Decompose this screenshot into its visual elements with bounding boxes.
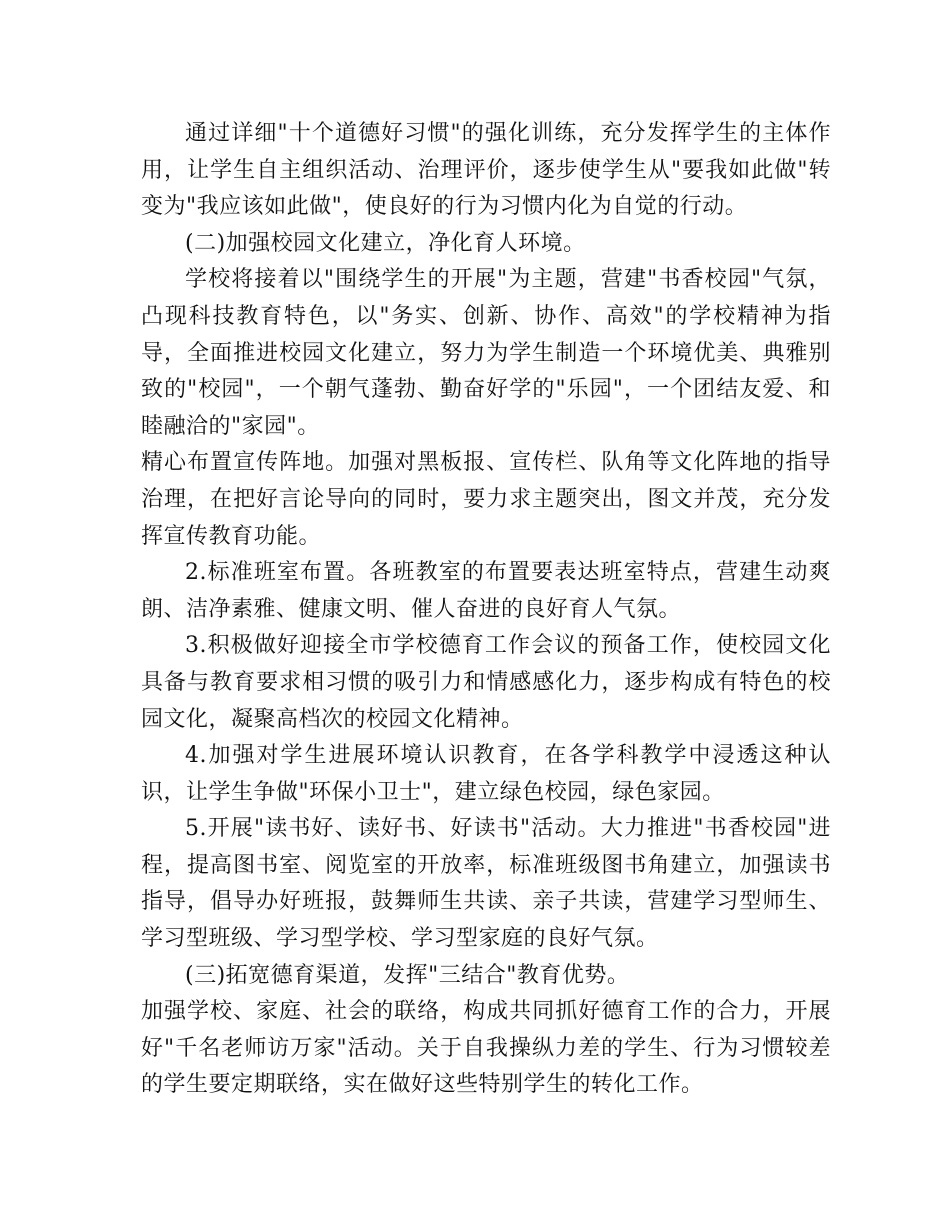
list-item-reading-activity: 5.开展"读书好、读好书、好读书"活动。大力推进"书香校园"进程，提高图书室、阅览室的开放率，标准班级图书角建立，加强读书指导，倡导办好班报，鼓舞师生共读、亲子共读，营建学习型师生、学习型班级、学习型学校、学习型家庭的良好气氛。 (141, 816, 831, 952)
list-item-moral-education-meeting: 3.积极做好迎接全市学校德育工作会议的预备工作，使校园文化具备与教育要求相习惯的吸引力和情感感化力，逐步构成有特色的校园文化，凝聚高档次的校园文化精神。 (141, 633, 831, 732)
list-item-environment-awareness: 4.加强对学生进展环境认识教育，在各学科教学中浸透这种认识，让学生争做"环保小卫士"，建立绿色校园，绿色家园。 (141, 743, 831, 805)
list-item-classroom-layout: 2.标准班室布置。各班教室的布置要表达班室特点，营建生动爽朗、洁净素雅、健康文明、催人奋进的良好育人气氛。 (141, 560, 831, 622)
paragraph-publicity-positions: 精心布置宣传阵地。加强对黑板报、宣传栏、队角等文化阵地的指导治理，在把好言论导向的同时，要力求主题突出，图文并茂，充分发挥宣传教育功能。 (141, 450, 831, 549)
paragraph-habits-training: 通过详细"十个道德好习惯"的强化训练，充分发挥学生的主体作用，让学生自主组织活动、治理评价，逐步使学生从"要我如此做"转变为"我应该如此做"，使良好的行为习惯内化为自觉的行动。 (141, 121, 831, 220)
document-body (141, 116, 831, 1104)
paragraph-campus-theme: 学校将接着以"围绕学生的开展"为主题，营建"书香校园"气氛，凸现科技教育特色，以"务实、创新、协作、高效"的学校精神为指导，全面推进校园文化建立，努力为学生制造一个环境优美、典雅别致的"校园"，一个朝气蓬勃、勤奋好学的"乐园"，一个团结友爱、和睦融洽的"家园"。 (141, 267, 831, 439)
section-heading-campus-culture: (二)加强校园文化建立，净化育人环境。 (185, 230, 586, 256)
section-heading-three-combination: (三)拓宽德育渠道，发挥"三结合"教育优势。 (185, 962, 630, 988)
paragraph-home-school-contact: 加强学校、家庭、社会的联络，构成共同抓好德育工作的合力，开展好"千名老师访万家"活动。关于自我操纵力差的学生、行为习惯较差的学生要定期联络，实在做好这些特别学生的转化工作。 (141, 999, 831, 1098)
